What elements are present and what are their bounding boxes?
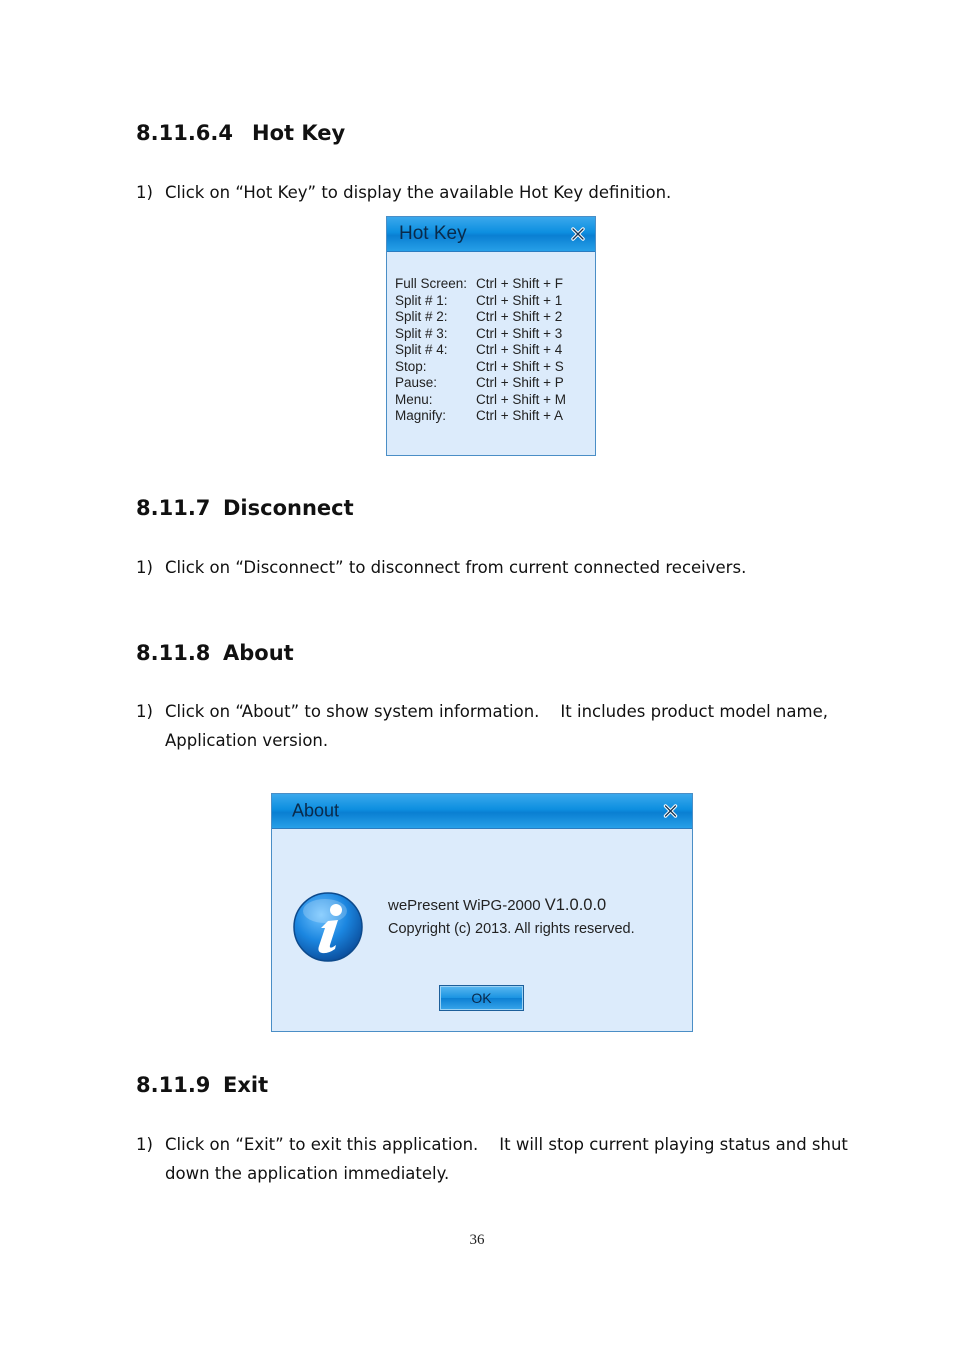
list-marker: 1): [136, 183, 153, 202]
about-dialog-title: About: [292, 800, 340, 821]
hot-key-action: Split # 1:: [395, 292, 448, 308]
list-marker: 1): [136, 702, 153, 721]
hot-key-action: Full Screen:: [395, 276, 468, 291]
about-titlebar: [272, 794, 692, 829]
hot-key-dialog: [386, 216, 596, 456]
page-number: 36: [469, 1232, 485, 1248]
hot-key-titlebar: [387, 217, 595, 252]
hot-key-action: Split # 3:: [395, 325, 448, 341]
section-number: 8.11.6.4: [136, 121, 233, 145]
close-icon[interactable]: [662, 803, 679, 819]
about-copyright: Copyright (c) 2013. All rights reserved.: [388, 921, 635, 937]
section-heading-exit: [136, 1073, 268, 1097]
hot-key-shortcut: Ctrl + Shift + P: [476, 375, 564, 390]
hot-key-action: Split # 4:: [395, 342, 448, 357]
hot-key-action: Stop:: [395, 358, 427, 374]
hot-key-shortcut: Ctrl + Shift + 3: [476, 325, 563, 341]
section-number: 8.11.7: [136, 496, 211, 520]
hot-key-action: Magnify:: [395, 408, 447, 423]
hot-key-action: Menu:: [395, 391, 433, 407]
list-marker: 1): [136, 558, 153, 577]
section-title: Exit: [223, 1073, 269, 1097]
list-text: Click on “Hot Key” to display the available Hot Key definition.: [165, 183, 672, 202]
list-text: Click on “Disconnect” to disconnect from current connected receivers.: [165, 558, 747, 577]
close-icon[interactable]: [570, 226, 586, 242]
hot-key-shortcut: Ctrl + Shift + 4: [476, 342, 563, 357]
list-text: Click on “About” to show system information. It includes product model name,: [165, 702, 828, 721]
about-version: V1.0.0.0: [544, 896, 607, 914]
list-marker: 1): [136, 1135, 153, 1154]
section-heading-disconnect: [136, 496, 354, 520]
about-product-line: [388, 896, 606, 915]
section-heading-about: [136, 641, 294, 665]
list-text: Click on “Exit” to exit this application. It will stop current playing status and shut: [165, 1135, 848, 1154]
hot-key-shortcut: Ctrl + Shift + A: [476, 408, 564, 423]
hot-key-shortcut: Ctrl + Shift + 1: [476, 292, 563, 308]
section-title: About: [223, 641, 294, 665]
list-text-continued: Application version.: [165, 731, 329, 750]
hot-key-shortcut: Ctrl + Shift + M: [476, 391, 567, 407]
section-title: Hot Key: [252, 121, 346, 145]
hot-key-action: Pause:: [395, 375, 438, 390]
hot-key-shortcut: Ctrl + Shift + 2: [476, 309, 563, 324]
hot-key-dialog-title: Hot Key: [399, 223, 467, 244]
about-product-name: wePresent WiPG-2000: [388, 897, 541, 914]
section-heading-hot-key: [136, 121, 345, 145]
info-icon: [292, 891, 364, 963]
ok-button[interactable]: OK: [439, 985, 524, 1011]
hot-key-shortcut: Ctrl + Shift + F: [476, 276, 564, 291]
section-title: Disconnect: [223, 496, 354, 520]
hot-key-shortcut: Ctrl + Shift + S: [476, 358, 564, 374]
hot-key-action: Split # 2:: [395, 309, 448, 324]
about-dialog: [271, 793, 693, 1032]
list-text-continued: down the application immediately.: [165, 1164, 450, 1183]
section-number: 8.11.9: [136, 1073, 211, 1097]
section-number: 8.11.8: [136, 641, 211, 665]
